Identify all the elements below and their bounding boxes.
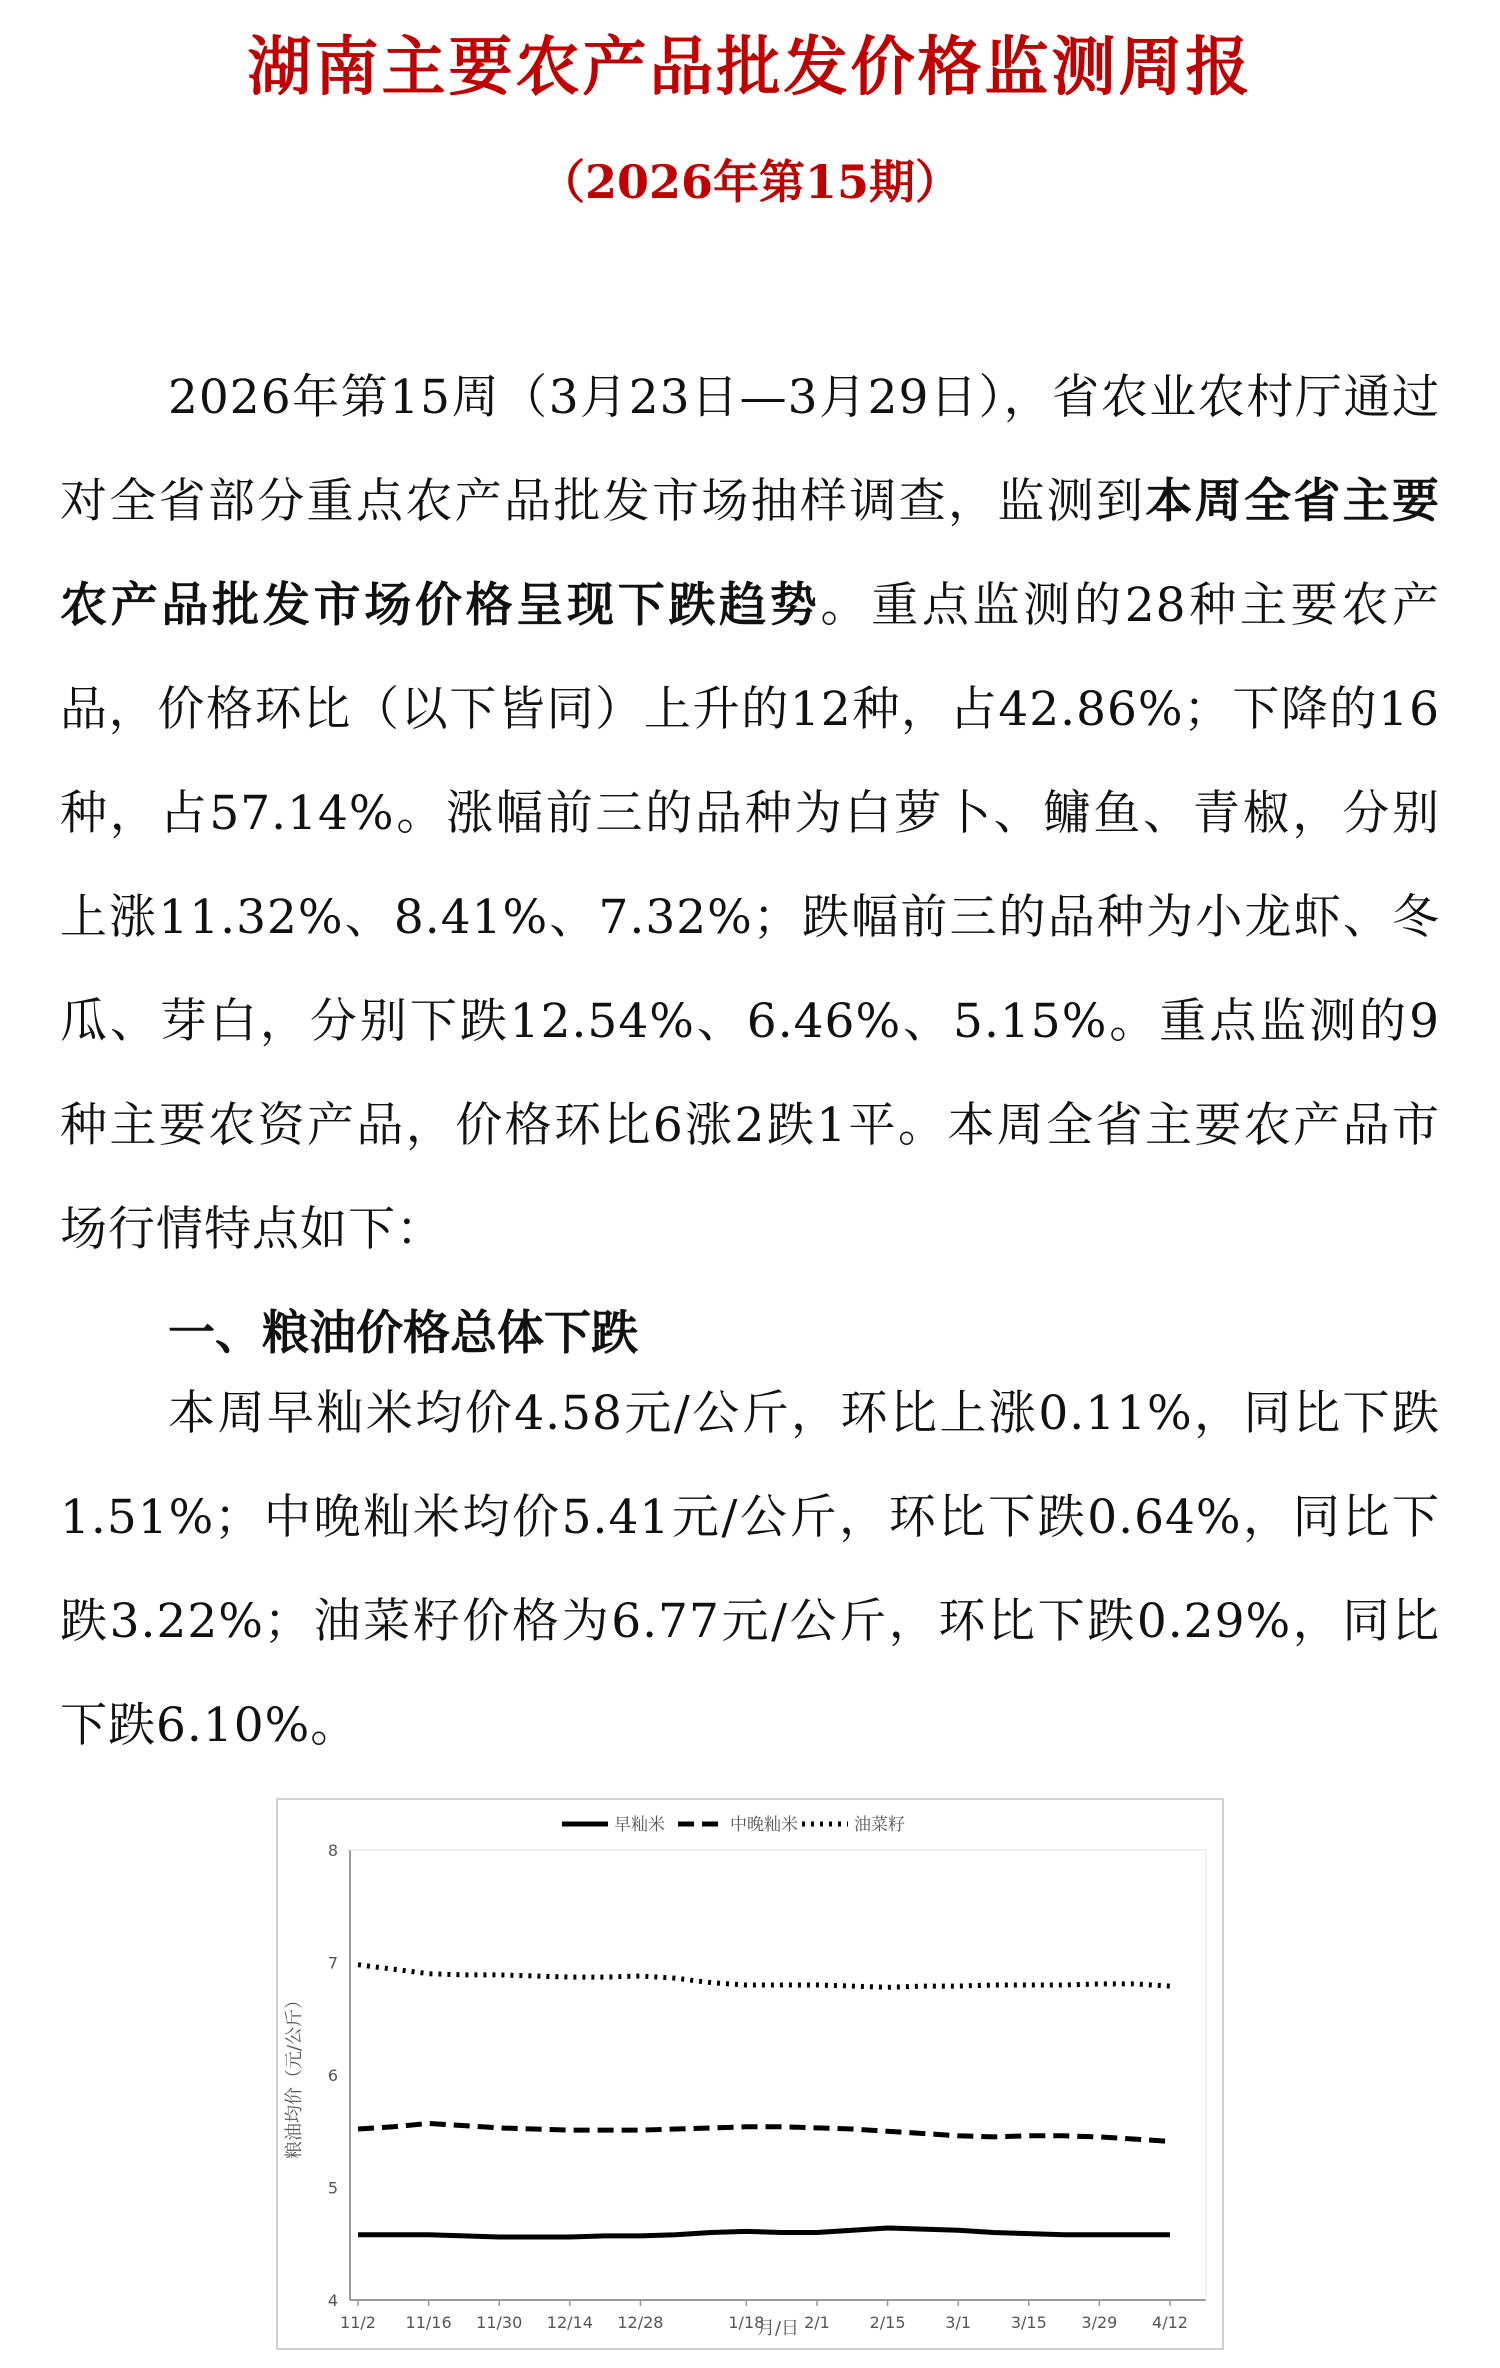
series-line-中晚籼米: [358, 2123, 1170, 2141]
intro-paragraph: [60, 346, 1440, 1282]
intro-text-2: 。重点监测的28种主要农产品，价格环比（以下皆同）上升的12种，占42.86%；下降的16种，占57.14%。涨幅前三的品种为白萝卜、鳙鱼、青椒，分别上涨11.32%、8.41%、7.32%；跌幅前三的品种为小龙虾、冬瓜、芽白，分别下跌12.54%、6.46%、5.15%。重点监测的9种主要农资产品，价格环比6涨2跌1平。本周全省主要农产品市场行情特点如下：: [60, 578, 1440, 1257]
legend-label: 油菜籽: [854, 1815, 905, 1835]
x-tick-label: 4/12: [1152, 2313, 1188, 2332]
y-tick-label: 7: [327, 1953, 338, 1973]
intro-highlight: 本周全省主要农产品批发市场价格呈现下跌趋势: [60, 474, 1441, 633]
y-axis-label: 粮油均价（元/公斤）: [284, 1990, 305, 2160]
x-tick-label: 3/1: [945, 2313, 972, 2332]
series-line-油菜籽: [358, 1965, 1170, 1988]
issue-number: （2026年第15期）: [538, 155, 962, 209]
x-tick-label: 12/14: [546, 2313, 593, 2332]
y-tick-labels: [328, 1841, 338, 2310]
y-tick-label: 6: [327, 2066, 338, 2085]
x-tick-label: 3/15: [1010, 2313, 1047, 2332]
chart-series: [358, 1965, 1170, 2237]
chart-svg: [278, 1800, 1222, 2348]
x-tick-label: 3/29: [1081, 2313, 1118, 2332]
section-heading-grain-oil: 一、粮油价格总体下跌: [168, 1306, 638, 1361]
series-line-早籼米: [358, 2228, 1170, 2237]
legend-label: 早籼米: [614, 1815, 665, 1835]
y-tick-label: 5: [327, 2178, 338, 2198]
x-tick-label: 2/1: [804, 2313, 830, 2332]
report-title: 湖南主要农产品批发价格监测周报: [247, 30, 1253, 105]
grain-oil-paragraph: 本周早籼米均价4.58元/公斤，环比上涨0.11%，同比下跌1.51%；中晚籼米均价5.41元/公斤，环比下跌0.64%，同比下跌3.22%；油菜籽价格为6.77元/公斤，环比下跌0.29%，同比下跌6.10%。: [60, 1386, 1440, 1753]
x-tick-label: 11/2: [340, 2313, 376, 2332]
y-tick-label: 4: [327, 2291, 338, 2310]
x-tick-label: 11/16: [405, 2313, 452, 2332]
intro-text-1: 2026年第15周（3月23日—3月29日），省农业农村厅通过对全省部分重点农产品批发市场抽样调查，监测到: [60, 370, 1440, 529]
x-tick-label: 1/18: [728, 2313, 765, 2332]
x-axis-label: 月/日: [756, 2318, 800, 2339]
y-tick-label: 8: [327, 1841, 338, 1860]
x-tick-label: 12/28: [617, 2313, 664, 2332]
grain-oil-price-chart: [276, 1798, 1224, 2350]
legend-label: 中晚籼米: [730, 1815, 798, 1835]
chart-legend: [562, 1814, 905, 1835]
x-tick-label: 2/15: [869, 2313, 906, 2332]
x-tick-label: 11/30: [476, 2313, 523, 2332]
